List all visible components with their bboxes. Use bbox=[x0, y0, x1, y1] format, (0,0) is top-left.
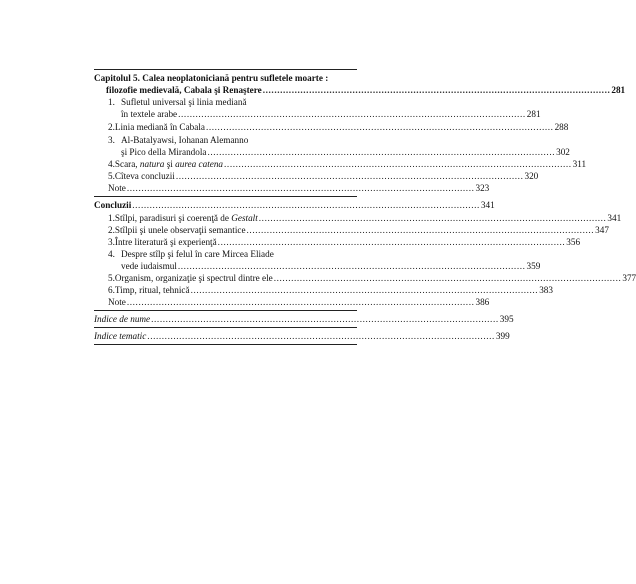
page-number: 377 bbox=[622, 273, 636, 283]
item-label: Timp, ritual, tehnică bbox=[114, 285, 190, 295]
page-number: 399 bbox=[495, 331, 510, 341]
page-number: 341 bbox=[607, 213, 622, 223]
item-label: Scara, natura şi aurea catena bbox=[114, 159, 224, 169]
toc-item-entry bbox=[108, 236, 581, 248]
page-number: 323 bbox=[475, 183, 490, 193]
toc-item-entry bbox=[108, 272, 636, 284]
section-rule bbox=[94, 196, 357, 197]
item-number: 4. bbox=[108, 159, 115, 169]
page-number: 383 bbox=[539, 285, 553, 295]
page-number: 347 bbox=[595, 225, 609, 235]
page-number: 386 bbox=[475, 297, 490, 307]
index-names-entry bbox=[94, 313, 514, 325]
item-number: 3. bbox=[108, 135, 115, 145]
leader-dots: ........................................................................................................................ bbox=[126, 297, 475, 307]
item-number: 1. bbox=[108, 213, 115, 223]
item-number: 3. bbox=[108, 237, 115, 247]
section-rule bbox=[94, 327, 357, 328]
leader-dots: ........................................................................................................................ bbox=[190, 285, 539, 295]
leader-dots: ........................................................................................................................ bbox=[126, 183, 475, 193]
index-thematic-label: Indice tematic bbox=[94, 331, 147, 341]
item-label-continued: şi Pico della Mirandola bbox=[121, 147, 207, 157]
toc-item-entry bbox=[108, 212, 622, 224]
page-number: 288 bbox=[554, 122, 569, 132]
item-number: 2. bbox=[108, 225, 115, 235]
toc-item-entry bbox=[108, 121, 569, 133]
toc-item-entry bbox=[108, 158, 587, 170]
page-number: 281 bbox=[526, 109, 541, 119]
leader-dots: ........................................................................................................................ bbox=[258, 213, 607, 223]
item-number: 5. bbox=[108, 171, 115, 181]
bottom-rule bbox=[94, 344, 357, 345]
page-number: 302 bbox=[556, 147, 570, 157]
item-number: 2. bbox=[108, 122, 115, 132]
index-names-label: Indice de nume bbox=[94, 314, 151, 324]
toc-item-entry bbox=[108, 170, 539, 182]
item-label: Sufletul universal şi linia mediană bbox=[121, 97, 247, 107]
leader-dots: ........................................................................................................................ bbox=[151, 314, 499, 324]
item-number: 1. bbox=[108, 97, 115, 107]
notes-label: Note bbox=[108, 183, 126, 193]
page-number: 311 bbox=[572, 159, 587, 169]
conclusions-title-entry bbox=[94, 199, 495, 211]
item-label-continued: în textele arabe bbox=[121, 109, 178, 119]
toc-item-line bbox=[108, 248, 357, 260]
leader-dots: ........................................................................................................................ bbox=[217, 237, 566, 247]
toc-item-line bbox=[108, 134, 357, 146]
item-label: Stîlpi, paradisuri şi coerenţă de Gestalt bbox=[114, 213, 258, 223]
index-thematic-entry bbox=[94, 330, 510, 342]
item-label: Organism, organizaţie şi spectrul dintre ele bbox=[114, 273, 273, 283]
page-number: 281 bbox=[611, 85, 626, 95]
item-label: Stîlpii şi unele observaţii semantice bbox=[114, 225, 246, 235]
leader-dots: ........................................................................................................................ bbox=[205, 122, 554, 132]
leader-dots: ........................................................................................................................ bbox=[177, 261, 526, 271]
item-number: 4. bbox=[108, 249, 115, 259]
top-rule bbox=[94, 69, 357, 70]
page-number: 395 bbox=[499, 314, 514, 324]
item-label: Al-Batalyawsi, Iohanan Alemanno bbox=[121, 135, 249, 145]
chapter5-title-line2: filozofie medievală, Cabala şi Renaştere bbox=[106, 85, 262, 95]
toc-item-entry bbox=[108, 224, 609, 236]
item-number: 6. bbox=[108, 285, 115, 295]
notes-entry bbox=[108, 182, 490, 194]
notes-entry bbox=[108, 296, 490, 308]
chapter5-title-line1: Capitolul 5. Calea neoplatoniciană pentru sufletele moarte : bbox=[94, 73, 329, 83]
item-label: Despre stîlp şi felul în care Mircea Eliade bbox=[121, 249, 274, 259]
item-number: 5. bbox=[108, 273, 115, 283]
leader-dots: ........................................................................................................................ bbox=[132, 200, 480, 210]
item-label-continued: vede iudaismul bbox=[121, 261, 177, 271]
leader-dots: ........................................................................................................................ bbox=[175, 171, 524, 181]
notes-label: Note bbox=[108, 297, 126, 307]
toc-item-entry bbox=[121, 108, 541, 120]
leader-dots: ........................................................................................................................ bbox=[262, 85, 611, 95]
leader-dots: ........................................................................................................................ bbox=[273, 273, 622, 283]
section-rule bbox=[94, 310, 357, 311]
leader-dots: ........................................................................................................................ bbox=[246, 225, 595, 235]
toc-item-entry bbox=[108, 284, 553, 296]
page-number: 341 bbox=[480, 200, 495, 210]
leader-dots: ........................................................................................................................ bbox=[147, 331, 495, 341]
conclusions-title: Concluzii bbox=[94, 200, 132, 210]
leader-dots: ........................................................................................................................ bbox=[207, 147, 556, 157]
page-number: 320 bbox=[524, 171, 539, 181]
chapter5-title-entry bbox=[106, 84, 626, 96]
toc-item-entry bbox=[121, 146, 570, 158]
leader-dots: ........................................................................................................................ bbox=[224, 159, 572, 169]
page-number: 359 bbox=[526, 261, 541, 271]
item-label: Linia mediană în Cabala bbox=[114, 122, 205, 132]
toc-item-entry bbox=[121, 260, 541, 272]
page-number: 356 bbox=[566, 237, 581, 247]
item-label: Între literatură şi experienţă bbox=[114, 237, 217, 247]
leader-dots: ........................................................................................................................ bbox=[178, 109, 526, 119]
toc-item-line bbox=[108, 96, 357, 108]
item-label: Cîteva concluzii bbox=[114, 171, 175, 181]
